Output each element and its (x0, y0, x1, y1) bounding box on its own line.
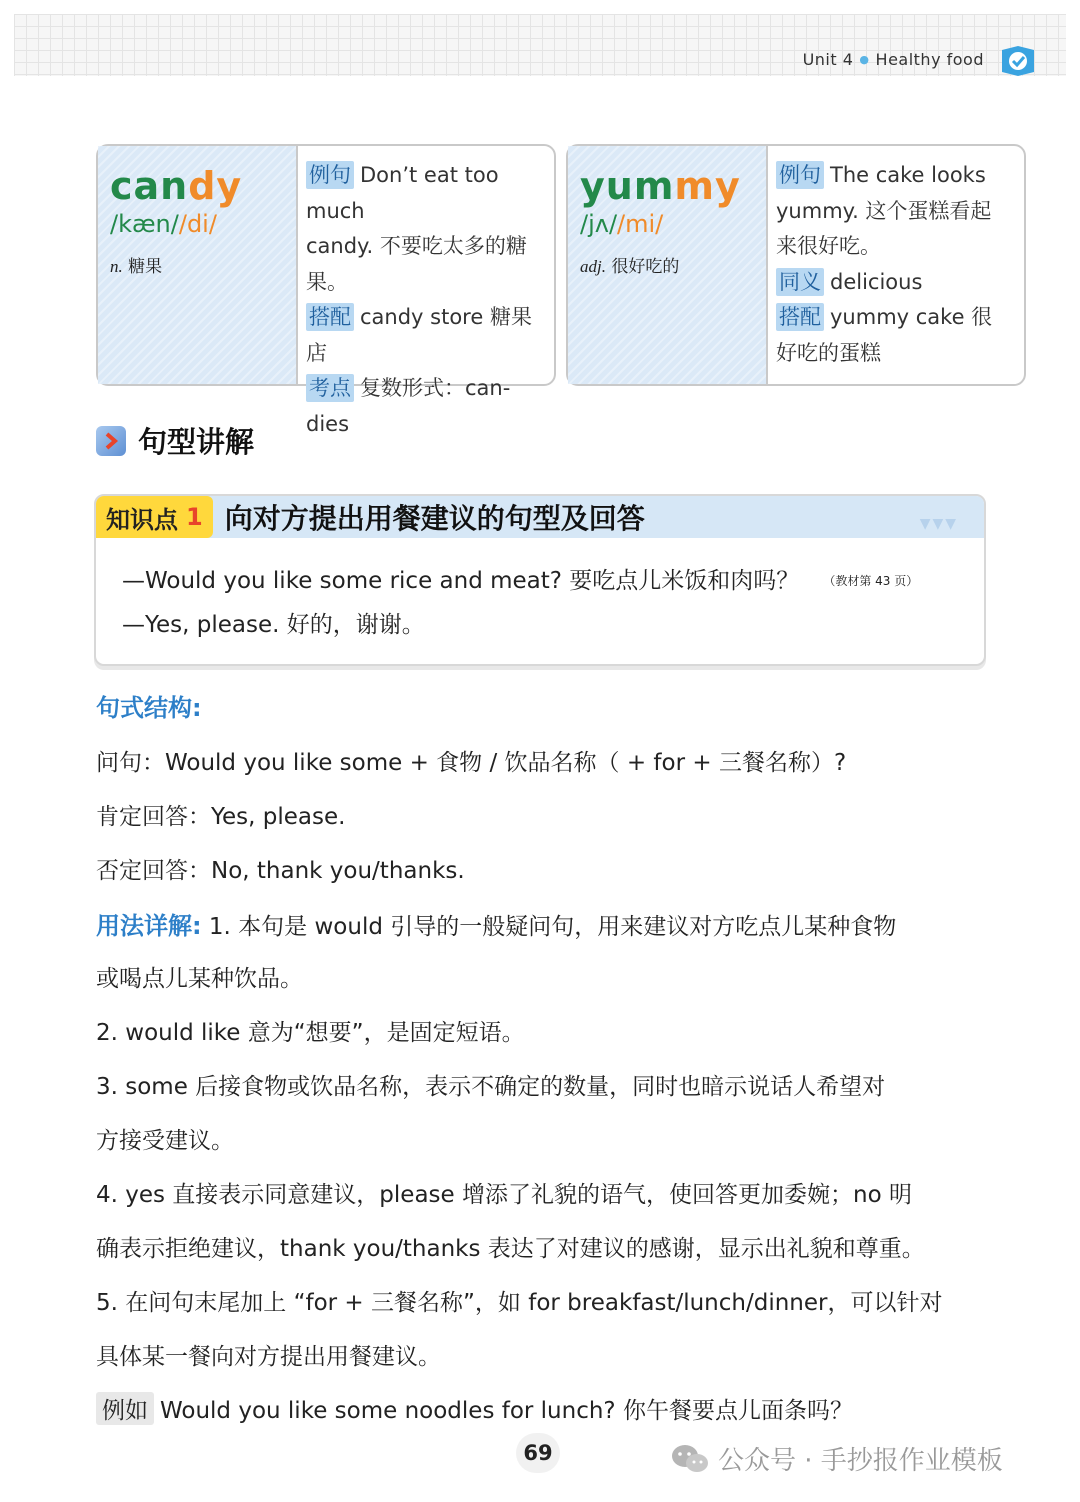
vocab-card-notes (298, 146, 554, 436)
vocab-card-candy (96, 144, 556, 436)
word-part-green: can (110, 164, 189, 208)
usage-line-2: 2. would like 意为“想要”，是固定短语。 (96, 1020, 525, 1046)
note-line (776, 229, 1018, 265)
word-part-green: yum (580, 164, 675, 208)
example-answer: —Yes, please. 好的，谢谢。 (122, 612, 425, 638)
note-text: 复数形式：can- (360, 376, 511, 400)
wechat-icon (670, 1443, 710, 1475)
usage-line-4a: 4. yes 直接表示同意建议，please 增添了礼貌的语气，使回答更加委婉；no 明 (96, 1182, 912, 1208)
note-line (776, 158, 1018, 194)
note-line (776, 336, 1018, 372)
note-line (306, 265, 548, 301)
pos-meaning: 很好吃的 (611, 257, 680, 277)
note-line (306, 407, 548, 443)
note-line (776, 194, 1018, 230)
note-text: delicious (830, 269, 923, 294)
usage-example (96, 1392, 853, 1425)
section-heading (96, 420, 254, 461)
watermark (670, 1440, 1003, 1477)
example-text: Would you like some noodles for lunch? 你午餐要点儿面条吗？ (160, 1398, 853, 1424)
vocab-word (110, 166, 296, 206)
watermark-text: 公众号 · 手抄报作业模板 (718, 1446, 1003, 1476)
phonetic (580, 210, 766, 238)
section-title: 句型讲解 (138, 425, 255, 459)
example-question (122, 562, 918, 595)
textbook-reference: （教材第 43 页） (823, 574, 919, 588)
vocab-card-word-panel (568, 146, 768, 384)
note-text: 果。 (306, 269, 348, 294)
chevron-right-icon (96, 426, 126, 456)
note-text: yummy. 这个蛋糕看起 (776, 198, 992, 223)
knowledge-point-header (96, 496, 984, 538)
badge-number: 1 (186, 503, 203, 531)
usage-line-1 (96, 906, 896, 941)
note-text: dies (306, 411, 350, 436)
usage-line-3b: 方接受建议。 (96, 1128, 234, 1154)
note-tag: 搭配 (306, 303, 354, 331)
unit-label: Unit 4 (802, 50, 854, 69)
vocab-card-yummy (566, 144, 1026, 386)
note-text: Don’t eat too much (306, 163, 499, 223)
note-text: 来很好吃。 (776, 234, 881, 258)
usage-heading: 用法详解: (96, 912, 202, 940)
knowledge-point-title: 向对方提出用餐建议的句型及回答 (224, 502, 645, 535)
note-line (306, 300, 548, 371)
decorative-dots-icon: ▼▼▼ (919, 516, 958, 532)
usage-line-1b: 或喝点儿某种饮品。 (96, 966, 303, 992)
usage-line-5b: 具体某一餐向对方提出用餐建议。 (96, 1344, 441, 1370)
phonetic-part-a: /kæn/ (110, 210, 179, 238)
pos-meaning: 糖果 (128, 257, 163, 277)
usage-line-3a: 3. some 后接食物或饮品名称，表示不确定的数量，同时也暗示说话人希望对 (96, 1074, 886, 1100)
note-text: candy store 糖果店 (306, 305, 532, 365)
pos-abbr: adj. (580, 257, 606, 276)
note-text: The cake looks (830, 163, 986, 187)
note-line (776, 265, 1018, 301)
page-number: 69 (516, 1433, 560, 1473)
knowledge-point-box (94, 494, 986, 666)
usage-text: 1. 本句是 would 引导的一般疑问句，用来建议对方吃点儿某种食物 (201, 914, 897, 940)
part-of-speech (110, 252, 296, 277)
vocab-word (580, 166, 766, 206)
knowledge-point-badge (96, 496, 213, 538)
usage-line-4b: 确表示拒绝建议，thank you/thanks 表达了对建议的感谢，显示出礼貌和尊重。 (96, 1236, 925, 1262)
note-line (776, 300, 1018, 336)
example-tag: 例如 (96, 1392, 154, 1425)
note-line (306, 158, 548, 229)
running-header (803, 50, 984, 69)
word-part-orange: my (674, 164, 741, 208)
note-tag: 例句 (306, 161, 354, 189)
structure-question: 问句：Would you like some + 食物 / 饮品名称（ + for + 三餐名称）? (96, 750, 847, 776)
pos-abbr: n. (110, 257, 123, 276)
book-logo-icon (998, 44, 1038, 78)
note-text: 好吃的蛋糕 (776, 340, 881, 365)
structure-positive: 肯定回答：Yes, please. (96, 804, 346, 830)
structure-heading: 句式结构: (96, 694, 202, 722)
question-text: —Would you like some rice and meat? 要吃点儿米饭和肉吗？ (122, 568, 800, 594)
vocab-card-notes (768, 146, 1024, 384)
phonetic (110, 210, 296, 238)
note-tag: 考点 (306, 374, 354, 402)
part-of-speech (580, 252, 766, 277)
vocab-card-word-panel (98, 146, 298, 384)
structure-negative: 否定回答：No, thank you/thanks. (96, 858, 465, 884)
word-part-orange: dy (188, 164, 243, 208)
topic-label: Healthy food (875, 50, 984, 69)
note-text: candy. 不要吃太多的糖 (306, 234, 527, 258)
note-tag: 同义 (776, 268, 824, 296)
phonetic-part-b: /mi/ (617, 210, 664, 238)
note-tag: 搭配 (776, 303, 824, 331)
note-tag: 例句 (776, 161, 824, 189)
note-line (306, 371, 548, 407)
note-text: yummy cake 很 (830, 305, 993, 329)
phonetic-part-a: /jʌ/ (580, 210, 618, 238)
separator-dot-icon: ● (859, 53, 870, 66)
phonetic-part-b: /di/ (178, 210, 217, 238)
note-line (306, 229, 548, 265)
badge-label: 知识点 (106, 505, 178, 534)
usage-line-5a: 5. 在问句末尾加上 “for + 三餐名称”，如 for breakfast/lunch/dinner，可以针对 (96, 1290, 943, 1316)
